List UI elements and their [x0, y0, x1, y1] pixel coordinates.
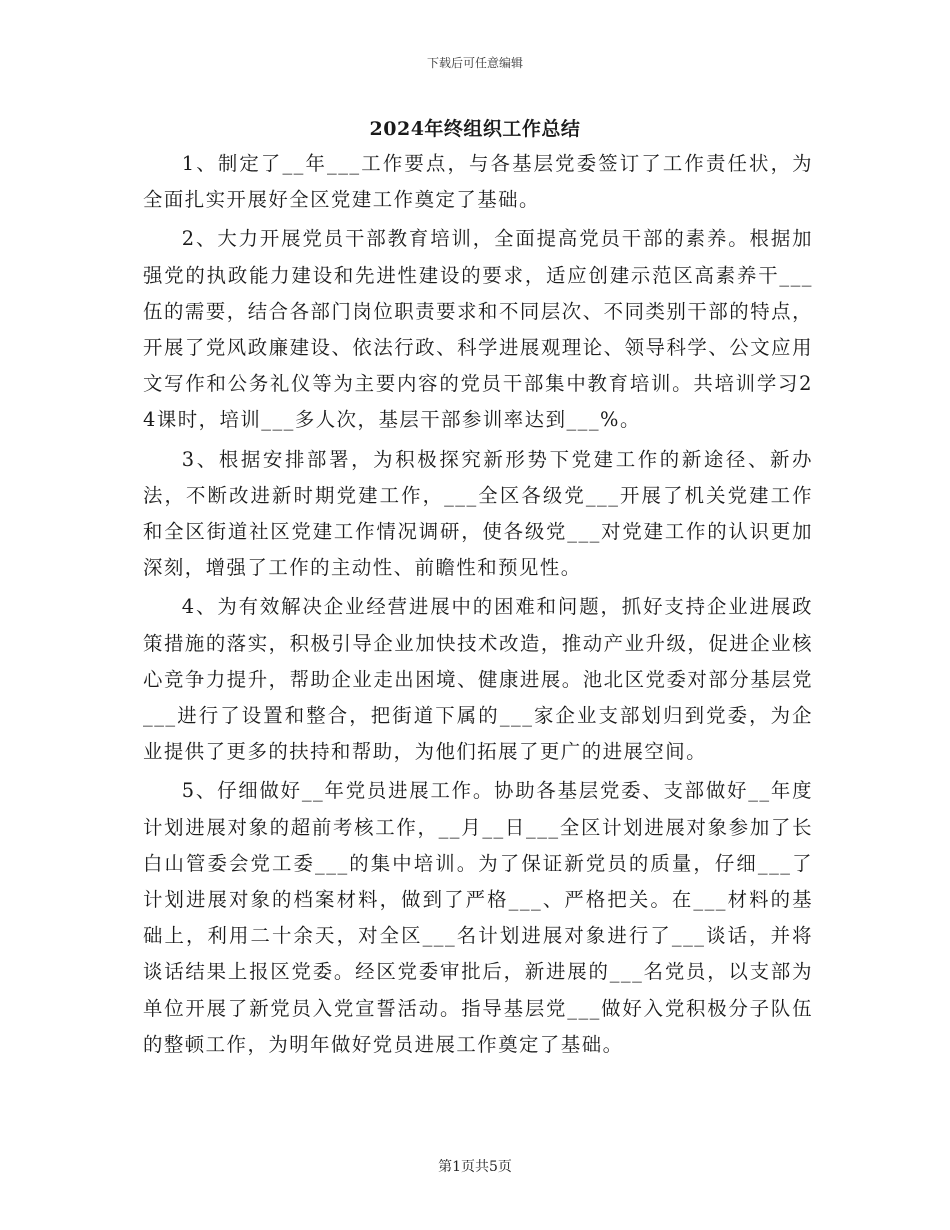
page-number-footer: 第1页共5页	[438, 1159, 512, 1175]
document-body	[143, 146, 813, 1066]
paragraph-2: 2、大力开展党员干部教育培训，全面提高党员干部的素养。根据加强党的执政能力建设和先进性建设的要求，适应创建示范区高素养干___伍的需要，结合各部门岗位职责要求和不同层次、不同类别干部的特点，开展了党风政廉建设、依法行政、科学进展观理论、领导科学、公文应用文写作和公务礼仪等为主要内容的党员干部集中教育培训。共培训学习24课时，培训___多人次，基层干部参训率达到___%。	[143, 227, 813, 432]
paragraph-3: 3、根据安排部署，为积极探究新形势下党建工作的新途径、新办法，不断改进新时期党建工作，___全区各级党___开展了机关党建工作和全区街道社区党建工作情况调研，使各级党___对党建工作的认识更加深刻，增强了工作的主动性、前瞻性和预见性。	[143, 447, 813, 580]
paragraph-5: 5、仔细做好__年党员进展工作。协助各基层党委、支部做好__年度计划进展对象的超前考核工作，__月__日___全区计划进展对象参加了长白山管委会党工委___的集中培训。为了保证新党员的质量，仔细___了计划进展对象的档案材料，做到了严格___、严格把关。在___材料的基础上，利用二十余天，对全区___名计划进展对象进行了___谈话，并将谈话结果上报区党委。经区党委审批后，新进展的___名党员，以支部为单位开展了新党员入党宣誓活动。指导基层党___做好入党积极分子队伍的整顿工作，为明年做好党员进展工作奠定了基础。	[143, 779, 813, 1056]
paragraph-4: 4、为有效解决企业经营进展中的困难和问题，抓好支持企业进展政策措施的落实，积极引导企业加快技术改造，推动产业升级，促进企业核心竞争力提升，帮助企业走出困境、健康进展。池北区党委对部分基层党___进行了设置和整合，把街道下属的___家企业支部划归到党委，为企业提供了更多的扶持和帮助，为他们拓展了更广的进展空间。	[143, 595, 813, 764]
document-title: 2024年终组织工作总结	[369, 118, 581, 140]
header-note: 下载后可任意编辑	[426, 56, 523, 70]
paragraph-1: 1、制定了__年___工作要点，与各基层党委签订了工作责任状，为全面扎实开展好全区党建工作奠定了基础。	[143, 152, 813, 212]
